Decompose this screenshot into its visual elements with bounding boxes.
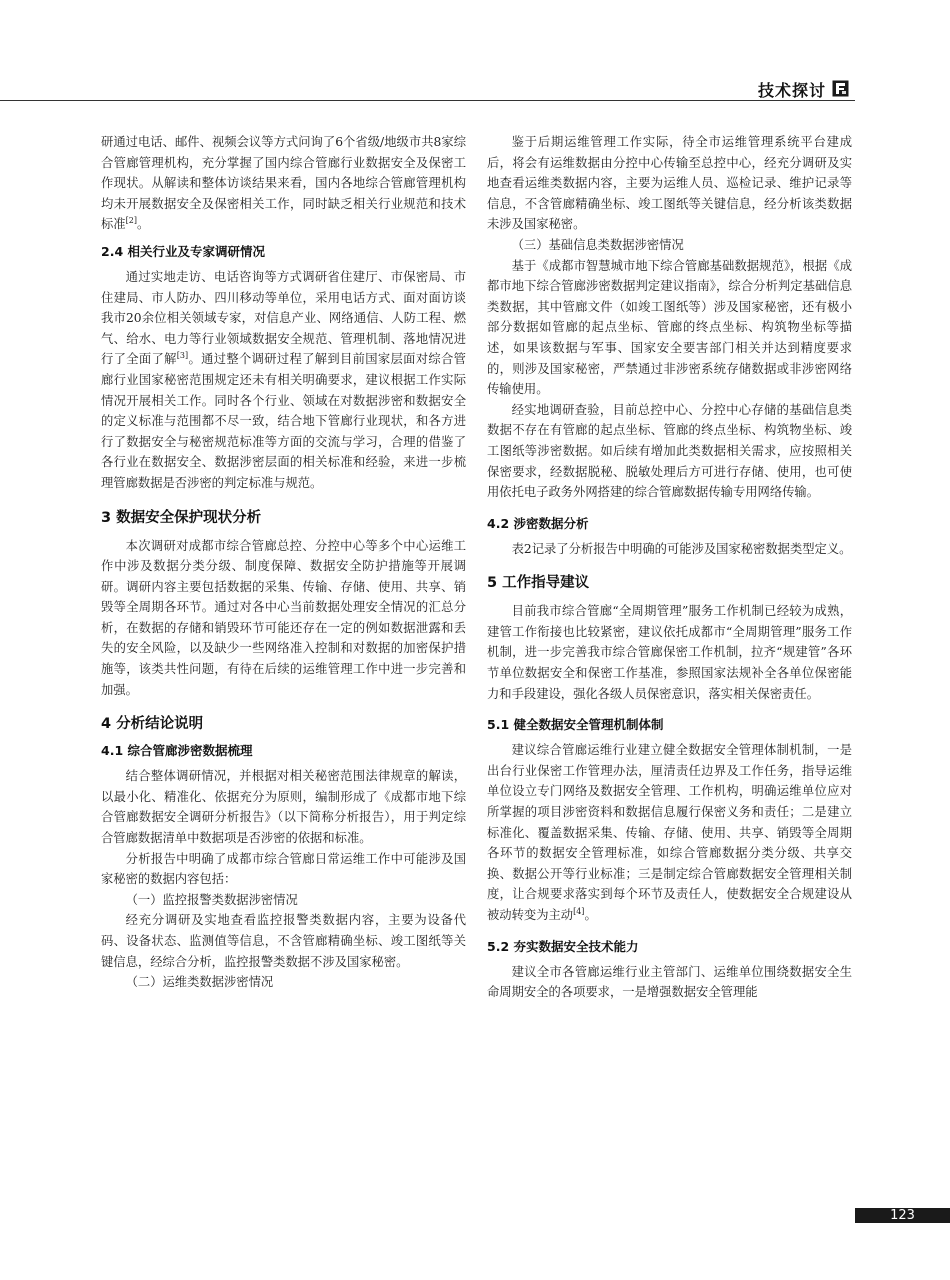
citation-ref: [3] <box>176 351 189 361</box>
paragraph: 通过实地走访、电话咨询等方式调研省住建厅、市保密局、市住建局、市人防办、四川移动等单位，采用电话方式、面对面访谈我市20余位相关领域专家，对信息产业、网络通信、人防工程、燃气、给水、电力等行业领域数据安全规范、管理机制、落地情况进行了全面了解[3]。通过整个调研过程了解到目前国家层面对综合管廊行业国家秘密范围规定还未有相关明确要求，建议根据工作实际情况开展相关工作。同时各个行业、领域在对数据涉密和数据安全的定义标准与范围都不尽一致，结合地下管廊行业现状，和各方进行了数据安全与秘密规范标准等方面的交流与学习，合理的借鉴了各行业在数据安全、数据涉密层面的相关标准和经验，来进一步梳理管廊数据是否涉密的判定标准与规范。 <box>101 269 466 490</box>
subsection-label: （三）基础信息类数据涉密情况 <box>511 237 684 252</box>
paragraph: 鉴于后期运维管理工作实际，待全市运维管理系统平台建成后，将会有运维数据由分控中心传输至总控中心，经充分调研及实地查看运维类数据内容，主要为运维人员、巡检记录、维护记录等信息，不含管廊精确坐标、竣工图纸等关键信息，经分析该类数据未涉及国家秘密。 <box>487 135 852 232</box>
subsection-label: （一）监控报警类数据涉密情况 <box>125 892 298 907</box>
header-section-label: 技术探讨 <box>758 81 827 100</box>
paragraph: 基于《成都市智慧城市地下综合管廊基础数据规范》，根据《成都市地下综合管廊涉密数据判定建议指南》，综合分析判定基础信息类数据，其中管廊文件（如竣工图纸等）涉及国家秘密，还有极小部分数据如管廊的起点坐标、管廊的终点坐标、构筑物坐标等描述，如果该数据与军事、国家安全要害部门相关并达到精度要求的，则涉及国家秘密，严禁通过非涉密系统存储数据或非涉密网络传输使用。 <box>487 258 852 397</box>
section-heading-4-2: 4.2 涉密数据分析 <box>487 515 589 531</box>
citation-ref: [4] <box>573 906 585 916</box>
paragraph: 建议综合管廊运维行业建立健全数据安全管理体制机制，一是出台行业保密工作管理办法，厘清责任边界及工作任务，指导运维单位设立专门网络及数据安全管理、工作机构，明确运维单位应对所掌握的项目涉密资料和数据信息履行保密义务和责任；二是建立标准化、覆盖数据采集、传输、存储、使用、共享、销毁等全周期各环节的数据安全管理标准，如综合管廊数据分类分级、共享交换、数据公开等行业标准；三是制定综合管廊数据安全管理相关制度，让合规要求落实到每个环节及责任人，使数据安全合规建设从被动转变为主动[4]。 <box>487 743 852 922</box>
page-number: 123 <box>855 1208 950 1223</box>
paragraph: 经充分调研及实地查看监控报警类数据内容，主要为设备代码、设备状态、监测值等信息，不含管廊精确坐标、竣工图纸等关键信息，经综合分析，监控报警类数据不涉及国家秘密。 <box>101 913 466 969</box>
paragraph: 结合整体调研情况，并根据对相关秘密范围法律规章的解读，以最小化、精准化、依据充分为原则，编制形成了《成都市地下综合管廊数据安全调研分析报告》（以下简称分析报告），用于判定综合管廊数据清单中数据项是否涉密的依据和标准。 <box>101 769 466 846</box>
section-heading-5-1: 5.1 健全数据安全管理机制体制 <box>487 717 664 733</box>
section-heading-4-1: 4.1 综合管廊涉密数据梳理 <box>101 743 253 759</box>
header-rule <box>0 100 855 101</box>
paragraph: 分析报告中明确了成都市综合管廊日常运维工作中可能涉及国家秘密的数据内容包括： <box>101 851 466 887</box>
right-column <box>487 132 852 1003</box>
left-column <box>101 132 466 993</box>
paragraph: 建议全市各管廊运维行业主管部门、运维单位围绕数据安全生命周期安全的各项要求，一是增强数据安全管理能 <box>487 964 852 1000</box>
section-heading-4: 4 分析结论说明 <box>101 716 204 733</box>
paragraph: 表2记录了分析报告中明确的可能涉及国家秘密数据类型定义。 <box>511 541 852 556</box>
section-heading-5-2: 5.2 夯实数据安全技术能力 <box>487 938 639 954</box>
paragraph: 经实地调研查验，目前总控中心、分控中心存储的基础信息类数据不存在有管廊的起点坐标、管廊的终点坐标、构筑物坐标、竣工图纸等涉密数据。如后续有增加此类数据相关需求，应按照相关保密要求，经数据脱秘、脱敏处理后方可进行存储、使用，也可使用依托电子政务外网搭建的综合管廊数据传输专用网络传输。 <box>487 402 852 500</box>
paragraph: 本次调研对成都市综合管廊总控、分控中心等多个中心运维工作中涉及数据分类分级、制度保障、数据安全防护措施等开展调研。调研内容主要包括数据的采集、传输、存储、使用、共享、销毁等全周期各环节。通过对各中心当前数据处理安全情况的汇总分析，在数据的存储和销毁环节可能还存在一定的例如数据泄露和丢失的安全风险，以及缺少一些网络准入控制和对数据的加密保护措施等，该类共性问题，有待在后续的运维管理工作中进一步完善和加强。 <box>101 538 466 697</box>
paragraph: 研通过电话、邮件、视频会议等方式问询了6个省级/地级市共8家综合管廊管理机构，充分掌握了国内综合管廊行业数据安全及保密工作现状。从解读和整体访谈结果来看，国内各地综合管廊管理机构均未开展数据安全及保密相关工作，同时缺乏相关行业规范和技术标准[2]。 <box>101 135 466 232</box>
journal-logo-icon <box>832 80 849 97</box>
subsection-label: （二）运维类数据涉密情况 <box>125 975 274 990</box>
citation-ref: [2] <box>125 216 137 226</box>
section-heading-5: 5 工作指导建议 <box>487 575 590 592</box>
paragraph: 目前我市综合管廊“全周期管理”服务工作机制已经较为成熟，建管工作衔接也比较紧密，建议依托成都市“全周期管理”服务工作机制，进一步完善我市综合管廊保密工作机制，拉齐“规建管”各环节单位数据安全和保密工作基准，参照国家法规补全各单位保密能力和手段建设，强化各级人员保密意识，落实相关保密责任。 <box>487 604 852 701</box>
section-heading-3: 3 数据安全保护现状分析 <box>101 509 262 526</box>
section-heading-2-4: 2.4 相关行业及专家调研情况 <box>101 243 265 259</box>
